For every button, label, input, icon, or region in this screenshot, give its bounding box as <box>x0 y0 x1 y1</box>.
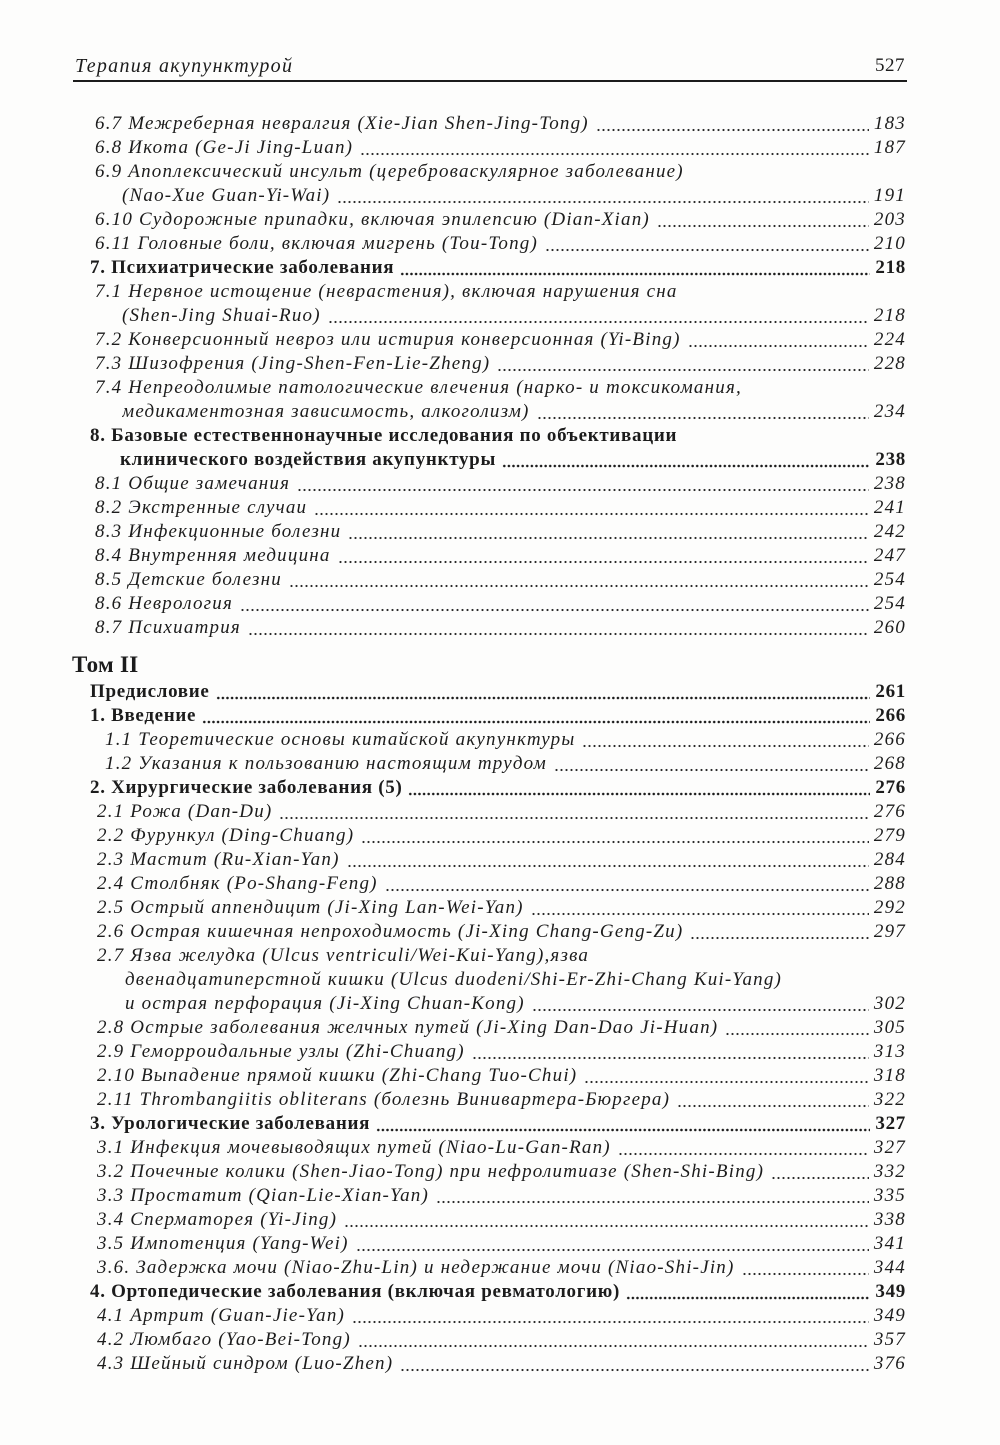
dot-leader <box>626 1280 870 1304</box>
toc-entry-page: 284 <box>873 849 906 870</box>
toc-entry-page: 261 <box>875 681 906 702</box>
toc-entry-page: 187 <box>873 137 906 158</box>
toc-section-entry <box>70 1040 906 1064</box>
toc-chapter-entry <box>70 680 906 704</box>
dot-leader <box>240 592 869 616</box>
dot-leader <box>582 728 868 752</box>
toc-entry-title: 4.2 Люмбаго (Yao-Bei-Tong) <box>97 1329 351 1350</box>
toc-chapter-title: 2. Хирургические заболевания (5) <box>90 777 403 798</box>
dot-leader <box>502 448 870 472</box>
toc-section-entry <box>70 1256 906 1280</box>
toc-chapter-entry <box>70 1280 906 1304</box>
dot-leader <box>436 1184 869 1208</box>
dot-leader <box>358 1328 869 1352</box>
toc-entry-title: 3.4 Сперматорея (Yi-Jing) <box>97 1209 338 1230</box>
toc-chapter-entry <box>70 1112 906 1136</box>
toc-chapter-entry <box>70 776 906 800</box>
dot-leader <box>497 352 869 376</box>
toc-entry-title-continuation: (Nao-Xue Guan-Yi-Wai) <box>122 185 331 206</box>
toc-entry-title: 2.4 Столбняк (Po-Shang-Feng) <box>97 873 378 894</box>
volume-heading: Том II <box>72 652 139 677</box>
dot-leader <box>347 848 869 872</box>
toc-section-entry <box>70 1064 906 1088</box>
toc-entry-page: 313 <box>873 1041 906 1062</box>
dot-leader <box>361 824 869 848</box>
toc-entry-title: 8.1 Общие замечания <box>95 473 291 494</box>
dot-leader <box>400 256 870 280</box>
toc-entry-title: 6.7 Межреберная невралгия (Xie-Jian Shen-Jing-Tong) <box>95 113 589 134</box>
toc-entry-title: 3.5 Импотенция (Yang-Wei) <box>97 1233 349 1254</box>
toc-entry-page: 344 <box>873 1257 906 1278</box>
dot-leader <box>537 400 869 424</box>
toc-entry-page: 260 <box>873 617 906 638</box>
toc-entry-page: 338 <box>873 1209 906 1230</box>
toc-entry-title: 3.6. Задержка мочи (Niao-Zhu-Lin) и недержание мочи (Niao-Shi-Jin) <box>97 1257 735 1278</box>
toc-section-entry <box>70 160 906 208</box>
toc-entry-title: 7.4 Непреодолимые патологические влечения (нарко- и токсикомания, <box>95 377 742 398</box>
toc-entry-page: 327 <box>875 1113 906 1134</box>
toc-entry-page: 376 <box>873 1353 906 1374</box>
dot-leader <box>248 616 869 640</box>
toc-section-entry <box>70 728 906 752</box>
toc-section-entry <box>70 752 906 776</box>
page-number: 527 <box>875 55 905 76</box>
dot-leader <box>356 1232 869 1256</box>
dot-leader <box>344 1208 869 1232</box>
toc-entry-title: 3.1 Инфекция мочевыводящих путей (Niao-Lu-Gan-Ran) <box>97 1137 611 1158</box>
toc-entry-page: 322 <box>873 1089 906 1110</box>
dot-leader <box>688 328 869 352</box>
toc-entry-page: 254 <box>873 569 906 590</box>
toc-chapter-entry <box>70 424 906 472</box>
header-rule <box>73 80 907 82</box>
toc-entry-page: 266 <box>873 729 906 750</box>
dot-leader <box>337 184 869 208</box>
toc-entry-title: 2.6 Острая кишечная непроходимость (Ji-Xing Chang-Geng-Zu) <box>97 921 684 942</box>
toc-section-entry <box>70 520 906 544</box>
toc-entry-title: 6.8 Икота (Ge-Ji Jing-Luan) <box>95 137 354 158</box>
toc-entry-page: 238 <box>873 473 906 494</box>
toc-entry-page: 241 <box>873 497 906 518</box>
toc-section-entry <box>70 1208 906 1232</box>
toc-section-entry <box>70 328 906 352</box>
toc-section-entry <box>70 1304 906 1328</box>
toc-entry-title: 7.1 Нервное истощение (неврастения), включая нарушения сна <box>95 281 678 302</box>
toc-entry-page: 228 <box>873 353 906 374</box>
dot-leader <box>408 776 870 800</box>
toc-entry-page: 335 <box>873 1185 906 1206</box>
toc-section-entry <box>70 544 906 568</box>
dot-leader <box>216 680 871 704</box>
dot-leader <box>545 232 869 256</box>
toc-entry-title: 3.2 Почечные колики (Shen-Jiao-Tong) при нефролитиазе (Shen-Shi-Bing) <box>97 1161 765 1182</box>
toc-section-entry <box>70 592 906 616</box>
toc-chapter-title-continuation: клинического воздействия акупунктуры <box>120 449 496 470</box>
toc-entry-title: 2.10 Выпадение прямой кишки (Zhi-Chang Tuo-Chui) <box>97 1065 578 1086</box>
toc-chapter-entry <box>70 704 906 728</box>
toc-entry-title: 8.2 Экстренные случаи <box>95 497 308 518</box>
toc-entry-title: 4.3 Шейный синдром (Luo-Zhen) <box>97 1353 394 1374</box>
toc-chapter-title: 3. Урологические заболевания <box>90 1113 371 1134</box>
toc-section-entry <box>70 376 906 424</box>
dot-leader <box>596 112 869 136</box>
toc-entry-page: 210 <box>873 233 906 254</box>
dot-leader <box>289 568 869 592</box>
toc-section-entry <box>70 1088 906 1112</box>
toc-section-entry <box>70 824 906 848</box>
toc-entry-title: 8.7 Психиатрия <box>95 617 241 638</box>
toc-chapter-title: 1. Введение <box>90 705 197 726</box>
toc-entry-title: 2.1 Рожа (Dan-Du) <box>97 801 273 822</box>
toc-entry-page: 276 <box>875 777 906 798</box>
toc-section-entry <box>70 872 906 896</box>
toc-entry-page: 247 <box>873 545 906 566</box>
dot-leader <box>314 496 869 520</box>
toc-entry-title: 8.5 Детские болезни <box>95 569 282 590</box>
toc-chapter-title: 4. Ортопедические заболевания (включая ревматологию) <box>90 1281 620 1302</box>
dot-leader <box>400 1352 869 1376</box>
toc-chapter-title: Предисловие <box>90 681 210 702</box>
dot-leader <box>352 1304 869 1328</box>
toc-section-entry <box>70 472 906 496</box>
toc-entry-page: 318 <box>873 1065 906 1086</box>
dot-leader <box>618 1136 869 1160</box>
toc-entry-title: 1.1 Теоретические основы китайской акупунктуры <box>105 729 576 750</box>
toc-entry-title: 8.6 Неврология <box>95 593 233 614</box>
toc-section-entry <box>70 496 906 520</box>
dot-leader <box>279 800 868 824</box>
toc-entry-title: 2.7 Язва желудка (Ulcus ventriculi/Wei-Kui-Yang),язва <box>97 945 590 966</box>
toc-section-entry <box>70 944 906 1016</box>
toc-section-entry <box>70 1328 906 1352</box>
toc-entry-page: 357 <box>873 1329 906 1350</box>
toc-entry-title: 2.8 Острые заболевания желчных путей (Ji-Xing Dan-Dao Ji-Huan) <box>97 1017 719 1038</box>
dot-leader <box>657 208 869 232</box>
toc-section-entry <box>70 896 906 920</box>
toc-entry-title: 3.3 Простатит (Qian-Lie-Xian-Yan) <box>97 1185 430 1206</box>
toc-chapter-title: 7. Психиатрические заболевания <box>90 257 395 278</box>
toc-entry-page: 349 <box>875 1281 906 1302</box>
toc-entry-page: 292 <box>873 897 906 918</box>
dot-leader <box>554 752 869 776</box>
toc-entry-page: 218 <box>875 257 906 278</box>
toc-entry-title: 2.3 Мастит (Ru-Xian-Yan) <box>97 849 340 870</box>
page-header <box>73 52 907 80</box>
toc-entry-title: 2.9 Геморроидальные узлы (Zhi-Chuang) <box>97 1041 465 1062</box>
toc-entry-title: 6.11 Головные боли, включая мигрень (Tou-Tong) <box>95 233 539 254</box>
toc-entry-page: 183 <box>873 113 906 134</box>
toc-entry-page: 191 <box>873 185 906 206</box>
toc-entry-title: 6.10 Судорожные припадки, включая эпилепсию (Dian-Xian) <box>95 209 650 230</box>
toc-entry-title: 2.2 Фурункул (Ding-Chuang) <box>97 825 355 846</box>
toc-entry-title: 6.9 Апоплексический инсульт (цереброваскулярное заболевание) <box>95 161 684 182</box>
dot-leader <box>348 520 869 544</box>
dot-leader <box>472 1040 869 1064</box>
toc-section-entry <box>70 800 906 824</box>
toc-chapter-title: 8. Базовые естественнонаучные исследования по объективации <box>90 425 678 446</box>
running-title: Терапия акупунктурой <box>75 55 294 77</box>
toc-section-entry <box>70 1016 906 1040</box>
toc-entry-title: 4.1 Артрит (Guan-Jie-Yan) <box>97 1305 346 1326</box>
toc-entry-title: 2.11 Thrombangiitis obliterans (болезнь Винивартера-Бюргера) <box>97 1089 671 1110</box>
dot-leader <box>360 136 869 160</box>
dot-leader <box>385 872 869 896</box>
toc-entry-page: 302 <box>873 993 906 1014</box>
toc-section-entry <box>70 112 906 136</box>
toc-entry-page: 276 <box>873 801 906 822</box>
toc-entry-page: 268 <box>873 753 906 774</box>
toc-entry-page: 254 <box>873 593 906 614</box>
toc-section-entry <box>70 568 906 592</box>
toc-entry-title-continuation: двенадцатиперстной кишки (Ulcus duodeni/Shi-Er-Zhi-Chang Kui-Yang) <box>125 969 783 990</box>
toc-entry-page: 341 <box>873 1233 906 1254</box>
dot-leader <box>338 544 869 568</box>
toc-section-entry <box>70 208 906 232</box>
toc-entry-page: 349 <box>873 1305 906 1326</box>
toc-entry-page: 332 <box>873 1161 906 1182</box>
dot-leader <box>771 1160 869 1184</box>
dot-leader <box>677 1088 869 1112</box>
dot-leader <box>297 472 869 496</box>
toc-entry-title: 2.5 Острый аппендицит (Ji-Xing Lan-Wei-Yan) <box>97 897 524 918</box>
dot-leader <box>531 896 869 920</box>
toc-section-entry <box>70 1232 906 1256</box>
toc-entry-title-continuation: и острая перфорация (Ji-Xing Chuan-Kong) <box>125 993 525 1014</box>
toc-entry-title: 7.2 Конверсионный невроз или истирия конверсионная (Yi-Bing) <box>95 329 681 350</box>
toc-entry-page: 297 <box>873 921 906 942</box>
dot-leader <box>690 920 868 944</box>
toc-entry-title: 8.3 Инфекционные болезни <box>95 521 342 542</box>
toc-section-entry <box>70 920 906 944</box>
toc-entry-page: 266 <box>875 705 906 726</box>
dot-leader <box>742 1256 869 1280</box>
toc-section-entry <box>70 848 906 872</box>
toc-entry-page: 242 <box>873 521 906 542</box>
dot-leader <box>376 1112 870 1136</box>
toc-entry-page: 234 <box>873 401 906 422</box>
toc-section-entry <box>70 1184 906 1208</box>
dot-leader <box>725 1016 869 1040</box>
toc-section-entry <box>70 352 906 376</box>
toc-entry-page: 279 <box>873 825 906 846</box>
table-of-contents <box>70 112 906 1376</box>
toc-section-entry <box>70 232 906 256</box>
toc-section-entry <box>70 616 906 640</box>
toc-section-entry <box>70 1352 906 1376</box>
toc-entry-page: 327 <box>873 1137 906 1158</box>
toc-entry-page: 224 <box>873 329 906 350</box>
toc-section-entry <box>70 136 906 160</box>
toc-entry-title-continuation: медикаментозная зависимость, алкоголизм) <box>122 401 530 422</box>
toc-entry-title: 1.2 Указания к пользованию настоящим трудом <box>105 753 547 774</box>
dot-leader <box>328 304 869 328</box>
toc-section-entry <box>70 1160 906 1184</box>
dot-leader <box>532 992 869 1016</box>
dot-leader <box>584 1064 869 1088</box>
toc-entry-page: 218 <box>873 305 906 326</box>
toc-entry-title: 7.3 Шизофрения (Jing-Shen-Fen-Lie-Zheng) <box>95 353 491 374</box>
toc-section-entry <box>70 280 906 328</box>
toc-section-entry <box>70 1136 906 1160</box>
toc-entry-page: 305 <box>873 1017 906 1038</box>
dot-leader <box>202 704 870 728</box>
toc-chapter-entry <box>70 256 906 280</box>
toc-entry-page: 203 <box>873 209 906 230</box>
toc-entry-page: 238 <box>875 449 906 470</box>
toc-entry-title-continuation: (Shen-Jing Shuai-Ruo) <box>122 305 321 326</box>
toc-entry-title: 8.4 Внутренняя медицина <box>95 545 331 566</box>
toc-entry-page: 288 <box>873 873 906 894</box>
